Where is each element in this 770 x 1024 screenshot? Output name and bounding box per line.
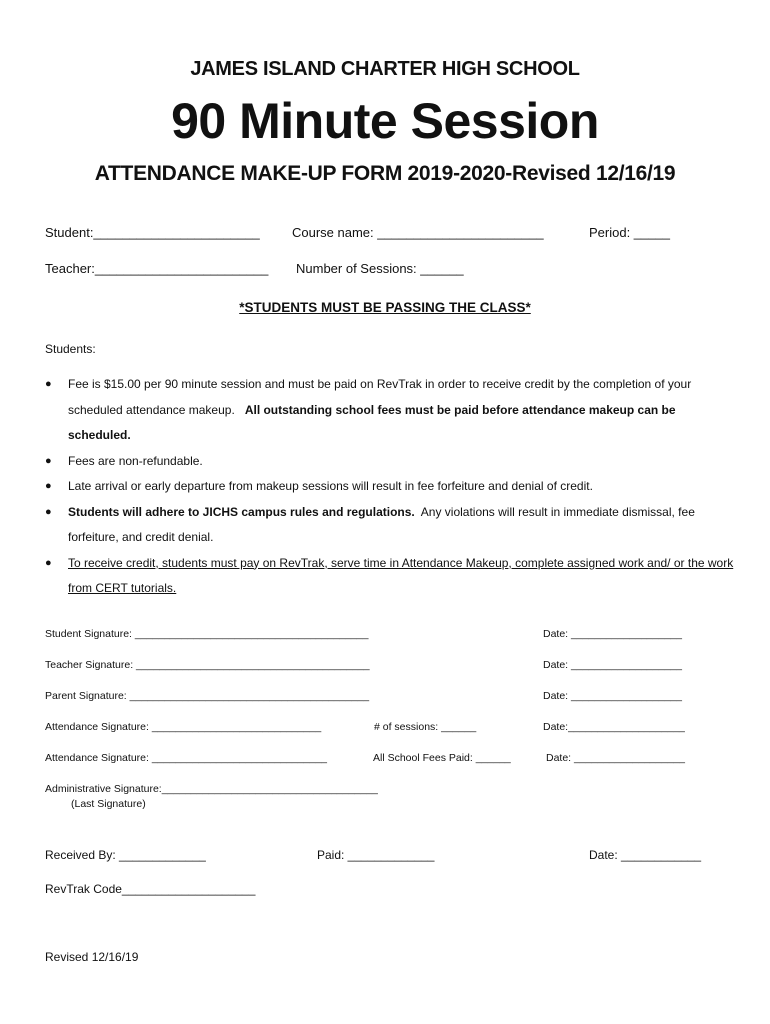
revtrak-code-field[interactable]: RevTrak Code____________________: [45, 882, 256, 896]
teacher-field[interactable]: Teacher:________________________: [45, 261, 269, 276]
parent-signature-date-field[interactable]: Date: ___________________: [543, 690, 682, 702]
paid-field[interactable]: Paid: _____________: [317, 848, 435, 862]
attendance-signature-2-field[interactable]: Attendance Signature: ______________________________: [45, 752, 328, 764]
period-field[interactable]: Period: _____: [589, 225, 670, 240]
rule-underlined-text: To receive credit, students must pay on RevTrak, serve time in Attendance Makeup, complete assigned work and/ or the work from CERT tutorials.: [68, 555, 734, 595]
received-by-field[interactable]: Received By: _____________: [45, 848, 206, 862]
bullet-icon: ●: [45, 454, 52, 467]
student-signature-field[interactable]: Student Signature: ________________________________________: [45, 628, 369, 640]
list-item: [45, 500, 735, 551]
bullet-icon: ●: [45, 480, 52, 492]
rule-bold-text: Students will adhere to JICHS campus rules and regulations.: [68, 504, 415, 519]
rule-text: Fee is $15.00 per 90 minute session and must be paid on RevTrak in order to receive credit by the completion of your scheduled attendance makeup.: [68, 377, 692, 417]
school-fees-paid-field[interactable]: All School Fees Paid: ______: [373, 752, 511, 764]
list-item: [45, 372, 735, 449]
attendance-signature-date-field[interactable]: Date:____________________: [543, 721, 685, 733]
parent-signature-field[interactable]: Parent Signature: _________________________________________: [45, 690, 370, 702]
attendance-signature-2-date-field[interactable]: Date: ___________________: [546, 752, 685, 764]
passing-notice: *STUDENTS MUST BE PASSING THE CLASS*: [239, 300, 531, 315]
students-label: Students:: [45, 342, 96, 356]
course-name-field[interactable]: Course name: _______________________: [292, 225, 544, 240]
bullet-icon: ●: [45, 556, 52, 569]
rule-bold-text: All outstanding school fees must be paid before attendance makeup can be scheduled.: [68, 402, 676, 442]
page-title: 90 Minute Session: [171, 93, 599, 149]
bullet-icon: ●: [45, 505, 52, 518]
rule-text: Any violations will result in immediate dismissal, fee forfeiture, and credit denial.: [68, 504, 695, 544]
student-field[interactable]: Student:_______________________: [45, 225, 260, 240]
list-item: [45, 449, 735, 475]
bullet-icon: ●: [45, 378, 52, 390]
list-item: [45, 474, 735, 500]
sessions-count-field[interactable]: # of sessions: ______: [374, 721, 477, 733]
list-item: [45, 551, 735, 602]
form-title: ATTENDANCE MAKE-UP FORM 2019-2020-Revised 12/16/19: [94, 162, 676, 185]
last-signature-note: (Last Signature): [71, 798, 146, 810]
revised-footer: Revised 12/16/19: [45, 950, 139, 964]
rules-list: [45, 372, 735, 602]
teacher-signature-field[interactable]: Teacher Signature: ________________________________________: [45, 659, 370, 671]
date-field[interactable]: Date: ____________: [589, 848, 702, 862]
attendance-signature-field[interactable]: Attendance Signature: _____________________________: [45, 721, 322, 733]
rule-text: Late arrival or early departure from makeup sessions will result in fee forfeiture and denial of credit.: [68, 479, 593, 493]
rule-text: Fees are non-refundable.: [68, 453, 203, 468]
number-of-sessions-field[interactable]: Number of Sessions: ______: [296, 261, 464, 276]
administrative-signature-field[interactable]: Administrative Signature:_____________________________________: [45, 783, 378, 795]
student-signature-date-field[interactable]: Date: ___________________: [543, 628, 682, 640]
school-name: JAMES ISLAND CHARTER HIGH SCHOOL: [190, 58, 580, 80]
teacher-signature-date-field[interactable]: Date: ___________________: [543, 659, 682, 671]
